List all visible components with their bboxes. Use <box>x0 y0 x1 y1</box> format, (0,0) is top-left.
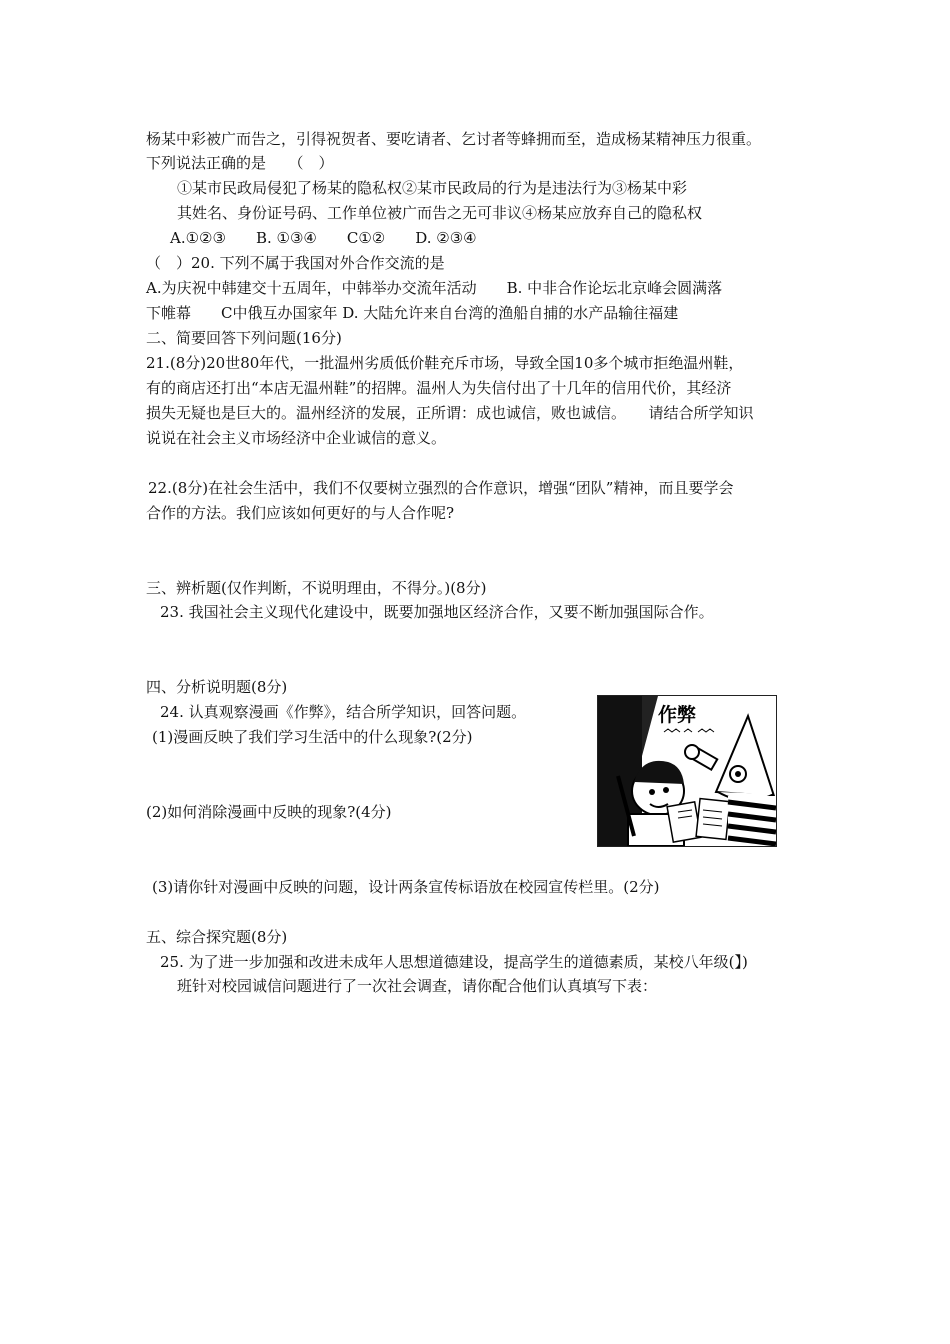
section-heading: 二、简要回答下列问题(16分) <box>146 329 342 347</box>
text-line: A.①②③ B. ①③④ C①② D. ②③④ <box>170 229 477 247</box>
text-line: 其姓名、身份证号码、工作单位被广而告之无可非议④杨某应放弃自己的隐私权 <box>177 204 703 222</box>
text-line: A.为庆祝中韩建交十五周年，中韩举办交流年活动 B. 中非合作论坛北京峰会圆满落 <box>146 279 723 297</box>
question-24: 24. 认真观察漫画《作弊》，结合所学知识，回答问题。 <box>160 703 527 721</box>
text-line: 下帷幕 C中俄互办国家年 D. 大陆允许来自台湾的渔船自捕的水产品输往福建 <box>146 304 679 322</box>
text-line: ①某市民政局侵犯了杨某的隐私权②某市民政局的行为是违法行为③杨某中彩 <box>177 179 688 197</box>
cartoon-title: 作弊 <box>658 704 697 726</box>
text-line: 下列说法正确的是 （ ） <box>146 154 334 172</box>
cheating-cartoon <box>597 695 777 847</box>
text-line: 有的商店还打出“本店无温州鞋”的招牌。温州人为失信付出了十几年的信用代价，其经济 <box>146 379 732 397</box>
sub-question: (1)漫画反映了我们学习生活中的什么现象?(2分) <box>152 728 473 746</box>
text-line: 合作的方法。我们应该如何更好的与人合作呢? <box>146 504 455 522</box>
text-line: 损失无疑也是巨大的。温州经济的发展，正所谓：成也诚信，败也诚信。 请结合所学知识 <box>146 404 754 422</box>
sub-question: (2)如何消除漫画中反映的现象?(4分) <box>146 803 392 821</box>
section-heading: 三、辨析题(仅作判断，不说明理由，不得分。)(8分) <box>146 579 487 597</box>
text-line: 说说在社会主义市场经济中企业诚信的意义。 <box>146 429 447 447</box>
sub-question: (3)请你针对漫画中反映的问题，设计两条宣传标语放在校园宣传栏里。(2分) <box>152 878 660 896</box>
section-heading: 五、综合探究题(8分) <box>146 928 288 946</box>
question-20: （ ）20. 下列不属于我国对外合作交流的是 <box>146 254 445 272</box>
section-heading: 四、分析说明题(8分) <box>146 678 288 696</box>
question-22: 22.(8分)在社会生活中，我们不仅要树立强烈的合作意识，增强“团队”精神，而且要学会 <box>148 479 734 497</box>
question-23: 23. 我国社会主义现代化建设中，既要加强地区经济合作，又要不断加强国际合作。 <box>160 603 714 621</box>
text-line: 班针对校园诚信问题进行了一次社会调查，请你配合他们认真填写下表： <box>177 977 658 995</box>
question-25: 25. 为了进一步加强和改进未成年人思想道德建设，提高学生的道德素质，某校八年级(】) <box>160 953 748 971</box>
text-line: 杨某中彩被广而告之，引得祝贺者、要吃请者、乞讨者等蜂拥而至，造成杨某精神压力很重。 <box>146 130 762 148</box>
question-21: 21.(8分)20世80年代，一批温州劣质低价鞋充斥市场，导致全国10多个城市拒绝温州鞋， <box>146 354 744 372</box>
